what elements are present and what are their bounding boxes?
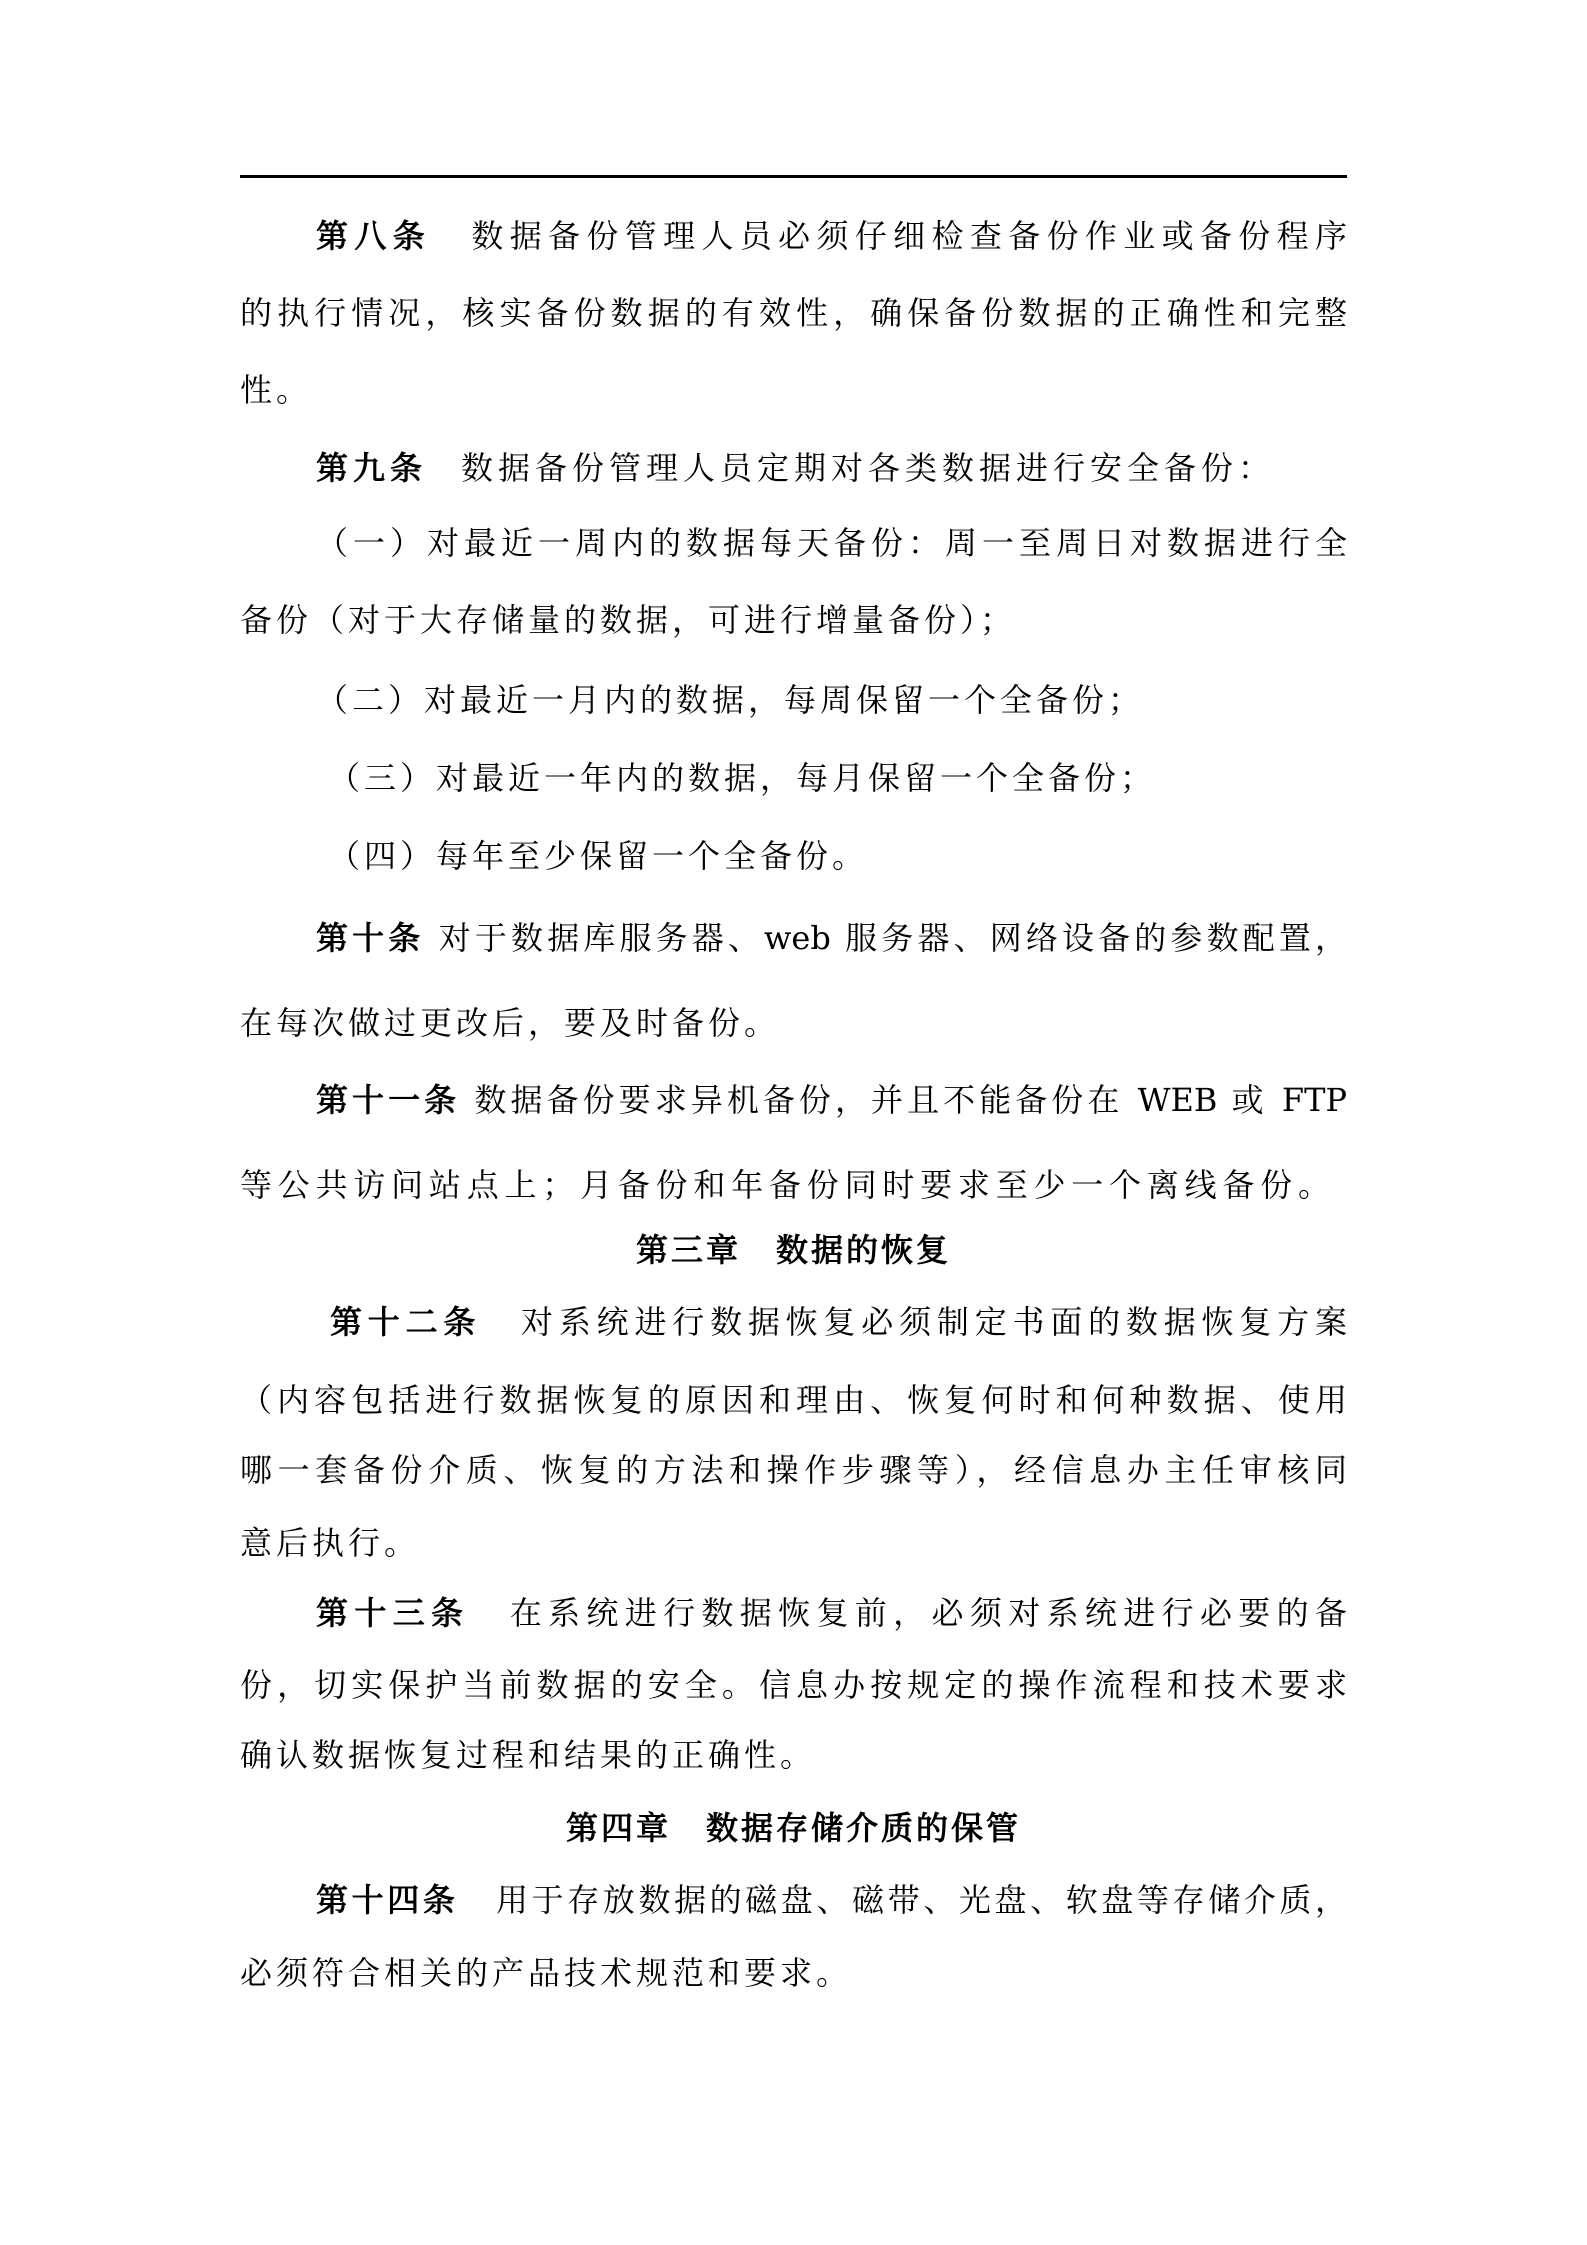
article-11-line-1 (240, 1078, 1347, 1122)
header-rule (240, 175, 1347, 178)
article-label: 第十四条 (316, 1881, 459, 1919)
chapter-4-heading: 第四章 数据存储介质的保管 (565, 1809, 1021, 1847)
article-10-line-2: 在每次做过更改后，要及时备份。 (240, 1004, 781, 1042)
list-item-2: （二）对最近一月内的数据，每周保留一个全备份； (316, 681, 1145, 719)
list-item-4: （四）每年至少保留一个全备份。 (328, 837, 869, 875)
article-text: 数据备份管理人员定期对各类数据进行安全备份： (461, 449, 1276, 487)
article-9-line-1 (240, 446, 1347, 490)
article-8-line-2: 的执行情况，核实备份数据的有效性，确保备份数据的正确性和完整 (240, 294, 1347, 332)
list-item-1-line-2: 备份（对于大存储量的数据，可进行增量备份）； (240, 601, 1017, 639)
article-12-line-1 (240, 1300, 1347, 1344)
article-13-line-3: 确认数据恢复过程和结果的正确性。 (240, 1736, 817, 1774)
article-10-line-1 (240, 916, 1347, 960)
list-item-3: （三）对最近一年内的数据，每月保留一个全备份； (328, 759, 1157, 797)
chapter-3-heading: 第三章 数据的恢复 (635, 1231, 951, 1269)
article-8-line-1 (240, 214, 1347, 258)
article-text: 数据备份要求异机备份，并且不能备份在 WEB 或 FTP (474, 1081, 1347, 1119)
article-text: 用于存放数据的磁盘、磁带、光盘、软盘等存储介质， (492, 1881, 1347, 1919)
article-13-line-2: 份，切实保护当前数据的安全。信息办按规定的操作流程和技术要求 (240, 1666, 1347, 1704)
article-11-line-2: 等公共访问站点上；月备份和年备份同时要求至少一个离线备份。 (240, 1166, 1330, 1204)
article-text: 数据备份管理人员必须仔细检查备份作业或备份程序 (465, 217, 1347, 255)
article-text: 对于数据库服务器、web 服务器、网络设备的参数配置， (438, 919, 1347, 957)
article-text: 在系统进行数据恢复前，必须对系统进行必要的备 (503, 1594, 1347, 1632)
article-12-line-4: 意后执行。 (240, 1524, 421, 1562)
article-13-line-1 (240, 1591, 1347, 1635)
article-12-line-2: （内容包括进行数据恢复的原因和理由、恢复何时和何种数据、使用 (240, 1381, 1347, 1419)
article-label: 第十条 (316, 919, 425, 957)
article-label: 第十三条 (316, 1594, 470, 1632)
article-label: 第九条 (316, 449, 428, 487)
article-label: 第十二条 (330, 1303, 482, 1341)
article-label: 第十一条 (316, 1081, 461, 1119)
article-14-line-1 (240, 1878, 1347, 1922)
article-label: 第八条 (316, 217, 432, 255)
article-14-line-2: 必须符合相关的产品技术规范和要求。 (240, 1954, 853, 1992)
list-item-1-line-1: （一）对最近一周内的数据每天备份：周一至周日对数据进行全 (316, 524, 1347, 562)
article-8-line-3: 性。 (240, 371, 313, 409)
article-text: 对系统进行数据恢复必须制定书面的数据恢复方案 (515, 1303, 1347, 1341)
article-12-line-3: 哪一套备份介质、恢复的方法和操作步骤等），经信息办主任审核同 (240, 1451, 1347, 1489)
